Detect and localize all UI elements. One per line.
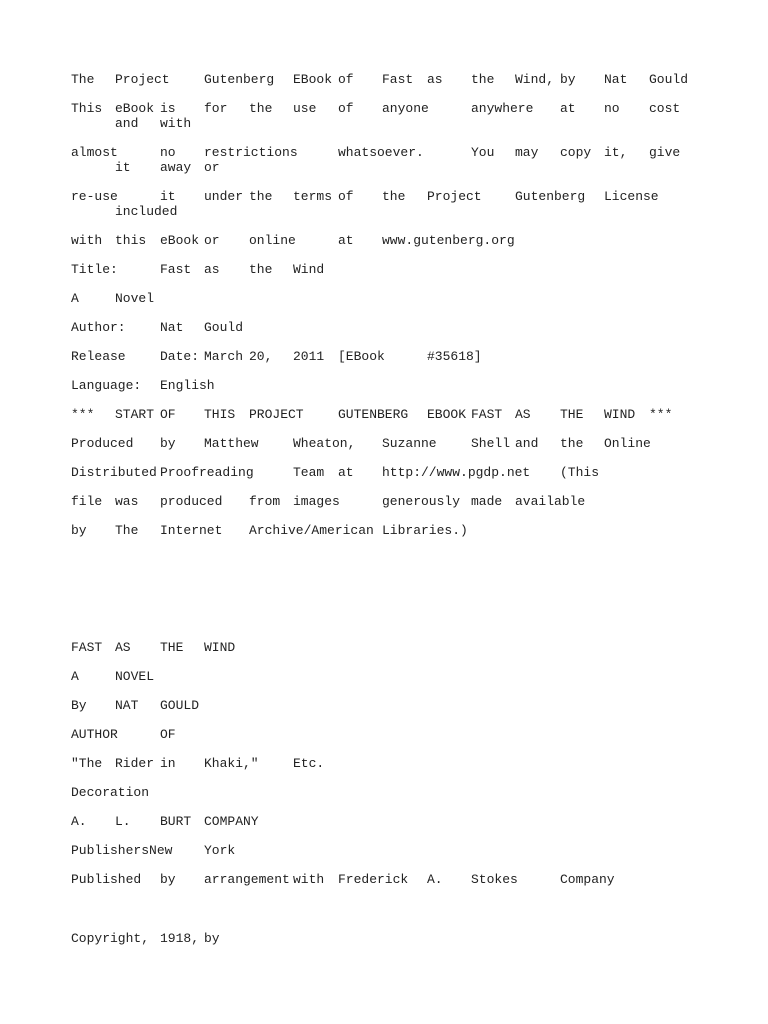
text-word: as	[204, 262, 220, 277]
text-word: at	[338, 233, 354, 248]
text-word: Company	[560, 872, 615, 887]
text-word: Project	[427, 189, 482, 204]
text-word: available	[515, 494, 586, 509]
text-word: York	[204, 843, 236, 858]
ebook-text	[71, 72, 731, 960]
text-word: file	[71, 494, 103, 509]
text-word: Wheaton,	[293, 436, 356, 451]
text-word: Language:	[71, 378, 142, 393]
text-word: Wind	[293, 262, 325, 277]
text-line-produced-3	[71, 494, 731, 523]
text-word: NOVEL	[115, 669, 155, 684]
text-word: Fast	[160, 262, 192, 277]
text-word: ***	[649, 407, 673, 422]
text-word: of	[338, 101, 354, 116]
text-word: NAT	[115, 698, 139, 713]
text-word: EBOOK	[427, 407, 467, 422]
text-word: of	[338, 189, 354, 204]
text-word: Shell	[471, 436, 511, 451]
text-word: it,	[604, 145, 628, 160]
text-word: produced	[160, 494, 223, 509]
text-word: ***	[71, 407, 95, 422]
text-word: WIND	[604, 407, 636, 422]
text-word: may	[515, 145, 539, 160]
text-word: of	[338, 72, 354, 87]
text-line-other-works	[71, 756, 731, 785]
text-word: by	[204, 931, 220, 946]
text-word: Fast	[382, 72, 414, 87]
text-word: and	[115, 116, 139, 131]
text-word: no	[604, 101, 620, 116]
text-word: anyone	[382, 101, 429, 116]
text-word: anywhere	[471, 101, 534, 116]
text-word: with	[71, 233, 103, 248]
text-word: is	[160, 101, 176, 116]
text-word: this	[115, 233, 147, 248]
text-word: the	[382, 189, 406, 204]
text-line-publisher	[71, 814, 731, 843]
text-line-produced-2	[71, 465, 731, 494]
text-word: generously	[382, 494, 461, 509]
text-word: PROJECT	[249, 407, 304, 422]
text-word: START	[115, 407, 155, 422]
text-word: made	[471, 494, 503, 509]
text-word: restrictions	[204, 145, 298, 160]
text-word: almost	[71, 145, 118, 160]
text-word: terms	[293, 189, 333, 204]
text-word: in	[160, 756, 176, 771]
text-word: OF	[160, 727, 176, 742]
text-word: and	[515, 436, 539, 451]
text-word: Archive/American	[249, 523, 374, 538]
text-word: WIND	[204, 640, 236, 655]
text-word: Online	[604, 436, 651, 451]
text-line-produced-4	[71, 523, 731, 552]
text-word: #35618]	[427, 349, 482, 364]
text-word: 1918,	[160, 931, 200, 946]
text-word: 20,	[249, 349, 273, 364]
text-line-subtitle	[71, 291, 731, 320]
text-word: the	[249, 262, 273, 277]
text-word: with	[293, 872, 325, 887]
text-word: at	[560, 101, 576, 116]
text-word: give	[649, 145, 681, 160]
blank-spacing	[71, 901, 731, 931]
text-word: Libraries.)	[382, 523, 468, 538]
text-word: The	[115, 523, 139, 538]
text-word: "The	[71, 756, 103, 771]
text-word: the	[560, 436, 584, 451]
text-word: as	[427, 72, 443, 87]
text-word: Published	[71, 872, 142, 887]
text-word: L.	[115, 814, 131, 829]
text-word: EBook	[293, 72, 333, 87]
text-word: Gould	[204, 320, 244, 335]
text-word: copy	[560, 145, 592, 160]
text-line-header	[71, 72, 731, 101]
text-line-notice-2	[71, 145, 731, 189]
text-word: Release	[71, 349, 126, 364]
text-word: eBook	[160, 233, 200, 248]
text-word: for	[204, 101, 228, 116]
text-word: AUTHOR	[71, 727, 118, 742]
text-word: Produced	[71, 436, 134, 451]
text-word: Project	[115, 72, 170, 87]
text-word: Date:	[160, 349, 200, 364]
text-word: Etc.	[293, 756, 325, 771]
text-word: By	[71, 698, 87, 713]
text-line-publisher-city	[71, 843, 731, 872]
text-word: Stokes	[471, 872, 518, 887]
text-word: Gould	[649, 72, 689, 87]
text-word: or	[204, 233, 220, 248]
text-word: whatsoever.	[338, 145, 424, 160]
text-word: Title:	[71, 262, 118, 277]
text-word: THE	[560, 407, 584, 422]
text-word: Copyright,	[71, 931, 150, 946]
text-word: included	[115, 204, 178, 219]
text-word: COMPANY	[204, 814, 259, 829]
text-word: Khaki,"	[204, 756, 259, 771]
text-line-language	[71, 378, 731, 407]
text-word: Team	[293, 465, 325, 480]
text-word: License	[604, 189, 659, 204]
text-word: English	[160, 378, 215, 393]
text-word: by	[71, 523, 87, 538]
text-word: or	[204, 160, 220, 175]
text-word: AS	[515, 407, 531, 422]
text-word: from	[249, 494, 281, 509]
text-line-notice-3	[71, 189, 731, 233]
text-word: The	[71, 72, 95, 87]
text-word: A.	[427, 872, 443, 887]
text-line-produced-1	[71, 436, 731, 465]
text-word: Gutenberg	[204, 72, 275, 87]
text-word: Wind,	[515, 72, 555, 87]
text-word: the	[471, 72, 495, 87]
text-word: online	[249, 233, 296, 248]
text-word: AS	[115, 640, 131, 655]
text-word: with	[160, 116, 192, 131]
text-line-book-subtitle	[71, 669, 731, 698]
text-line-notice-4	[71, 233, 731, 262]
text-word: Internet	[160, 523, 223, 538]
text-word: by	[160, 436, 176, 451]
text-line-book-title	[71, 640, 731, 669]
text-line-author-of	[71, 727, 731, 756]
text-word: eBook	[115, 101, 155, 116]
text-word: Frederick	[338, 872, 409, 887]
text-word: arrangement	[204, 872, 290, 887]
text-word: GOULD	[160, 698, 200, 713]
blank-spacing	[71, 552, 731, 640]
text-word: Distributed	[71, 465, 157, 480]
text-line-notice-1	[71, 101, 731, 145]
text-word: www.gutenberg.org	[382, 233, 515, 248]
text-word: Nat	[604, 72, 628, 87]
text-word: by	[560, 72, 576, 87]
text-word: away	[160, 160, 192, 175]
text-word: [EBook	[338, 349, 385, 364]
text-line-arrangement	[71, 872, 731, 901]
text-word: the	[249, 101, 273, 116]
text-word: A	[71, 669, 79, 684]
text-word: no	[160, 145, 176, 160]
text-word: Gutenberg	[515, 189, 586, 204]
text-word: This	[71, 101, 103, 116]
text-word: You	[471, 145, 495, 160]
text-line-decoration	[71, 785, 731, 814]
text-word: A.	[71, 814, 87, 829]
text-word: A	[71, 291, 79, 306]
text-word: it	[115, 160, 131, 175]
text-word: THIS	[204, 407, 236, 422]
text-word: THE	[160, 640, 184, 655]
text-word: BURT	[160, 814, 192, 829]
text-word: March	[204, 349, 244, 364]
text-word: Novel	[115, 291, 155, 306]
text-word: Suzanne	[382, 436, 437, 451]
text-word: it	[160, 189, 176, 204]
text-word: 2011	[293, 349, 325, 364]
text-word: PublishersNew	[71, 843, 173, 858]
text-word: re-use	[71, 189, 118, 204]
text-word: use	[293, 101, 317, 116]
text-line-start-marker	[71, 407, 731, 436]
text-word: was	[115, 494, 139, 509]
text-line-copyright	[71, 931, 731, 960]
text-line-book-author	[71, 698, 731, 727]
text-word: Author:	[71, 320, 126, 335]
text-word: Decoration	[71, 785, 150, 800]
text-word: GUTENBERG	[338, 407, 409, 422]
text-line-author	[71, 320, 731, 349]
text-word: Proofreading	[160, 465, 254, 480]
text-word: Rider	[115, 756, 155, 771]
text-word: FAST	[471, 407, 503, 422]
text-word: under	[204, 189, 244, 204]
text-word: http://www.pgdp.net	[382, 465, 531, 480]
text-word: OF	[160, 407, 176, 422]
text-word: by	[160, 872, 176, 887]
text-line-title	[71, 262, 731, 291]
text-word: cost	[649, 101, 681, 116]
text-line-release	[71, 349, 731, 378]
text-word: Matthew	[204, 436, 259, 451]
text-word: images	[293, 494, 340, 509]
text-word: Nat	[160, 320, 184, 335]
text-word: (This	[560, 465, 600, 480]
text-word: the	[249, 189, 273, 204]
text-word: at	[338, 465, 354, 480]
text-word: FAST	[71, 640, 103, 655]
